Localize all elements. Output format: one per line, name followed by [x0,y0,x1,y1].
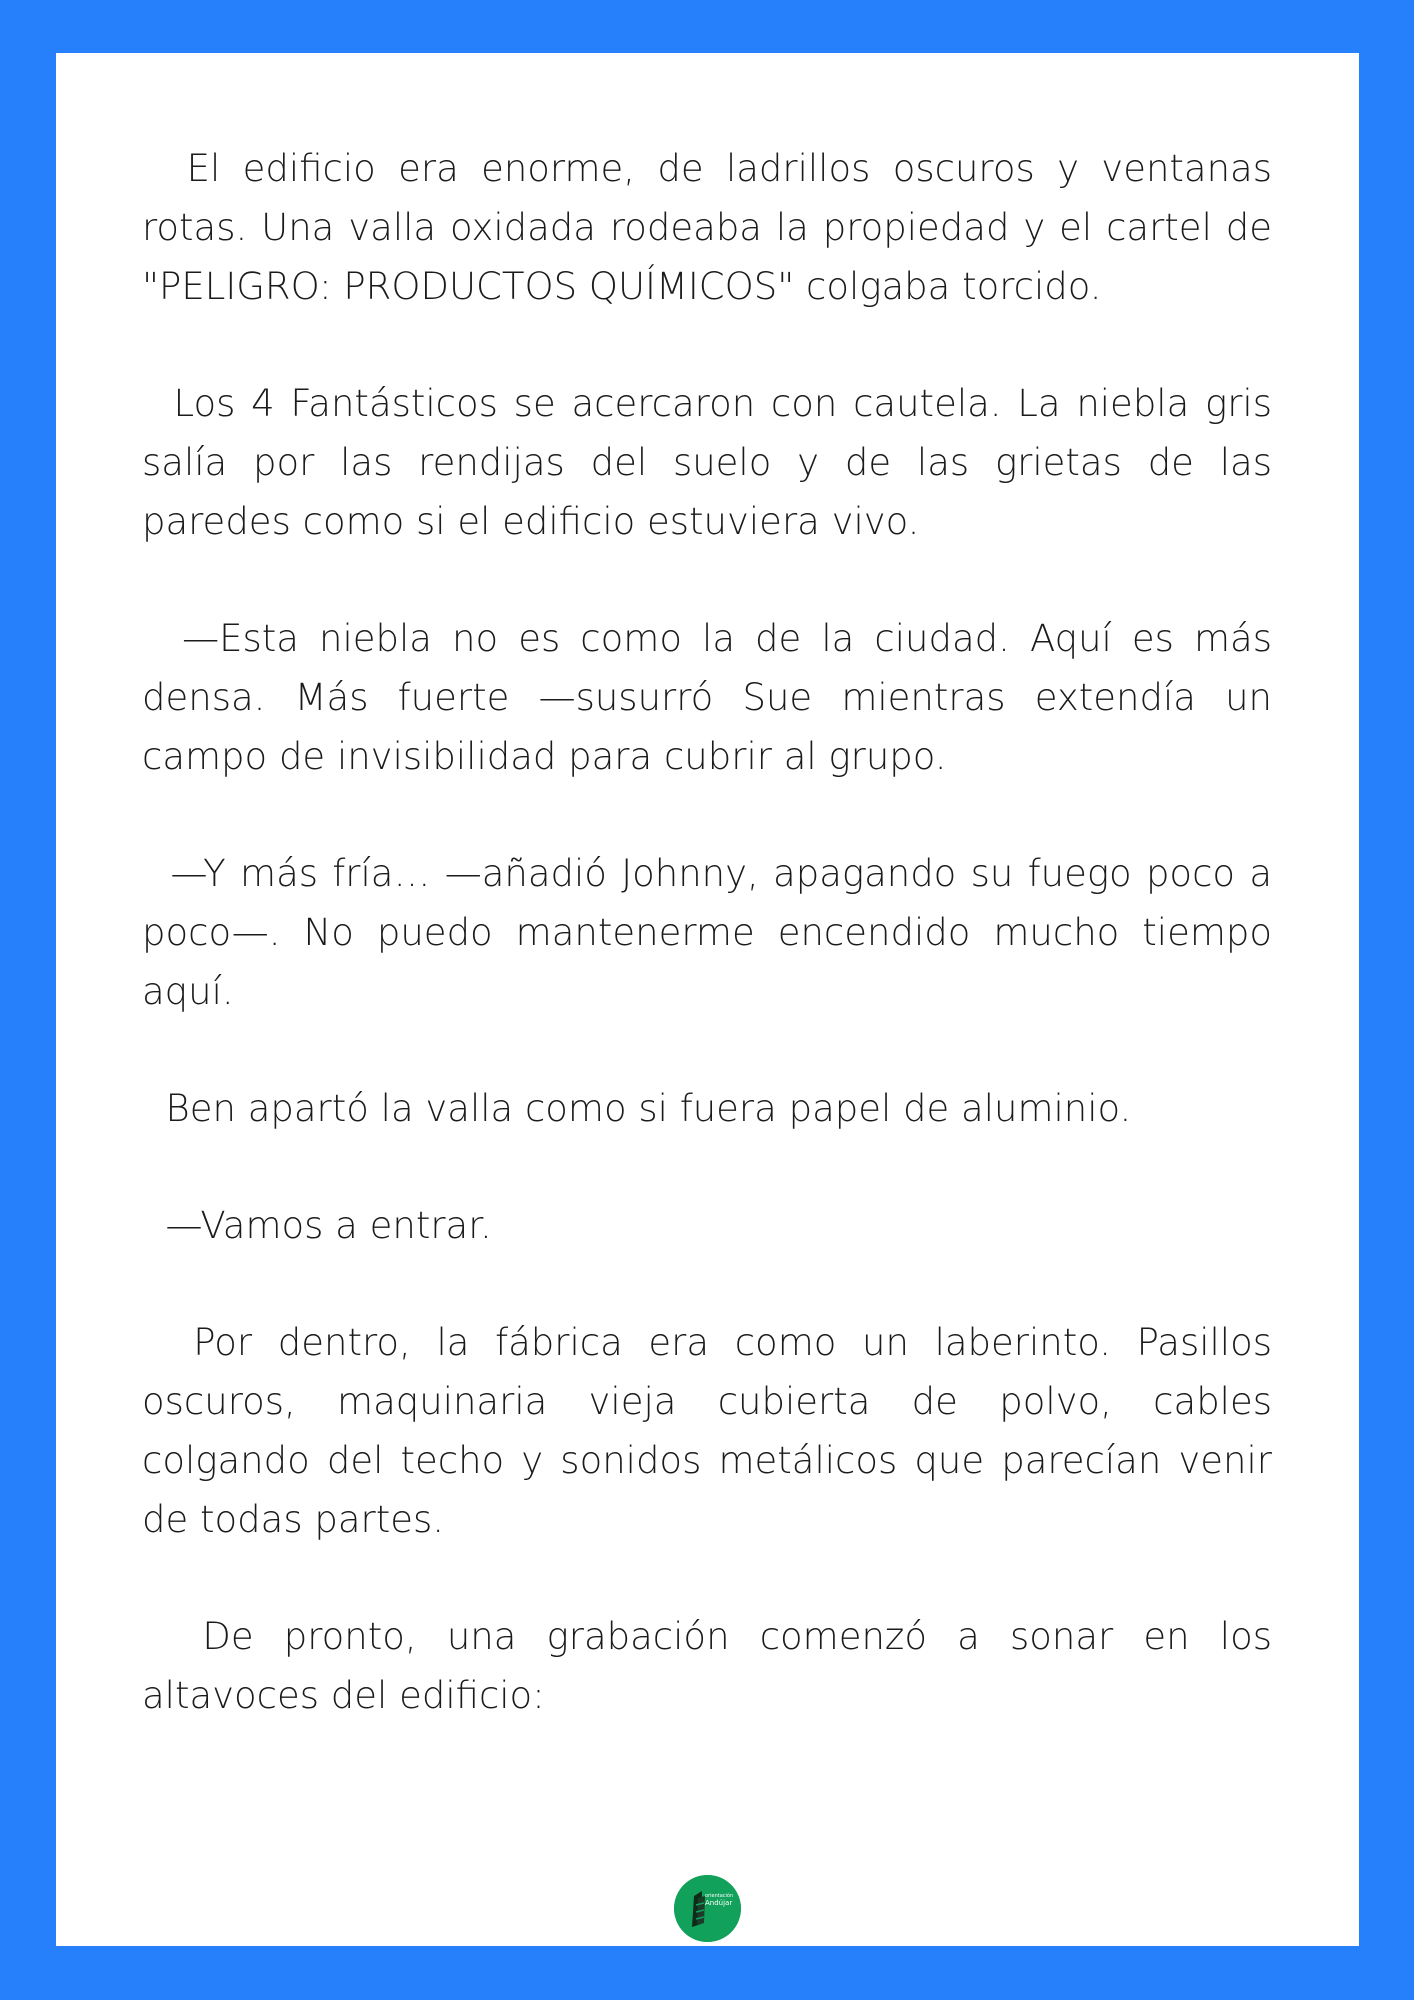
paragraph-4: —Y más fría… —añadió Johnny, apagando su fuego poco a poco—. No puedo mantenerme encendido mucho tiempo aquí. [142,852,1272,1013]
logo-text-line-2: Andújar [705,1899,733,1907]
document-page [56,53,1359,1946]
paragraph-6: —Vamos a entrar. [142,1204,492,1247]
paragraph-7: Por dentro, la fábrica era como un laberinto. Pasillos oscuros, maquinaria vieja cubierta de polvo, cables colgando del techo y sonidos metálicos que parecían venir de todas partes. [142,1321,1272,1541]
logo-text-line-1: orientación [705,1893,734,1899]
paragraph-1: El edificio era enorme, de ladrillos oscuros y ventanas rotas. Una valla oxidada rodeaba la propiedad y el cartel de "PELIGRO: PRODUCTOS QUÍMICOS" colgaba torcido. [142,147,1272,308]
paragraph-3: —Esta niebla no es como la de la ciudad. Aquí es más densa. Más fuerte —susurró Sue mientras extendía un campo de invisibilidad para cubrir al grupo. [142,617,1272,778]
paragraph-8: De pronto, una grabación comenzó a sonar en los altavoces del edificio: [142,1615,1272,1717]
orientacion-andujar-logo-icon [674,1875,741,1942]
paragraph-5: Ben apartó la valla como si fuera papel de aluminio. [142,1087,1132,1130]
document-body [142,139,1272,1783]
paragraph-2: Los 4 Fantásticos se acercaron con cautela. La niebla gris salía por las rendijas del suelo y de las grietas de las paredes como si el edificio estuviera vivo. [142,382,1272,543]
